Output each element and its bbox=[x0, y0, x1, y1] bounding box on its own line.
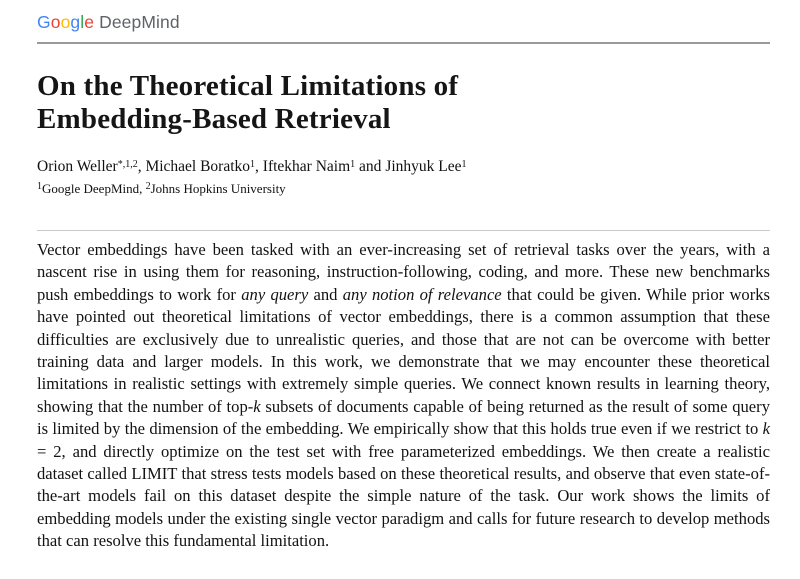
author-name: Jinhyuk Lee bbox=[385, 158, 462, 175]
abstract-text: that could be given. While prior works have pointed out theoretical limitations of vector embeddings, there is a common assumption that these difficulties are exclusively due to unrealistic queries, and those that are not can be overcome with better training data and larger models. In this work, we demonstrate that we may encounter these theoretical limitations in realistic settings with extremely simple queries. We connect known results in learning theory, showing that the number of top- bbox=[37, 284, 771, 416]
google-letter: G bbox=[37, 12, 51, 32]
abstract-paragraph bbox=[37, 239, 770, 553]
google-deepmind-logo bbox=[37, 0, 770, 34]
affiliations-line: $^1$Google DeepMind, $^2$Johns Hopkins University bbox=[37, 180, 286, 196]
google-letter: e bbox=[84, 12, 95, 32]
affiliation-name: Johns Hopkins University bbox=[150, 181, 286, 196]
title-line-1: On the Theoretical Limitations of bbox=[37, 70, 459, 102]
affiliation-name: Google DeepMind bbox=[42, 181, 140, 196]
author-superscript: 1 bbox=[350, 158, 356, 170]
google-wordmark bbox=[37, 12, 94, 33]
abstract-text: Vector embeddings have been tasked with an ever-increasing set of retrieval tasks over the years, with a nascent rise in using them for reasoning, instruction-following, coding, and more. These new benchmarks push embeddings to work for bbox=[37, 240, 770, 304]
deepmind-wordmark: DeepMind bbox=[99, 12, 180, 32]
author-name: Orion Weller bbox=[37, 158, 118, 175]
author-name: Michael Boratko bbox=[145, 158, 251, 175]
abstract-text: = 2, and directly optimize on the test set with free parameterized embeddings. We then create a realistic dataset called LIMIT that stress tests models based on these theoretical results, and observe that even state-of-the-art models fail on this dataset despite the simple nature of the task. Our work shows the limits of embedding models under the existing single vector paradigm and calls for future research to develop methods that can resolve this fundamental limitation. bbox=[37, 441, 770, 551]
google-letter: g bbox=[70, 12, 81, 32]
title-line-2: Embedding-Based Retrieval bbox=[37, 103, 391, 135]
abstract-text: and bbox=[308, 284, 343, 304]
author-name: Iftekhar Naim bbox=[262, 158, 351, 175]
paper-title bbox=[37, 70, 770, 136]
google-letter: o bbox=[60, 12, 71, 32]
authors-line: Orion Weller$^{*,1,2}$, Michael Boratko$^1$, Iftekhar Naim$^1$ and Jinhyuk Lee$^1$ bbox=[37, 158, 467, 175]
author-superscript: 1 bbox=[250, 158, 256, 170]
author-superscript: *,1,2 bbox=[117, 158, 138, 170]
abstract-italic-phrase: k bbox=[762, 419, 770, 439]
google-letter: l bbox=[80, 12, 85, 32]
header-divider bbox=[37, 42, 770, 44]
author-superscript: 1 bbox=[461, 158, 467, 170]
abstract-italic-phrase: any query bbox=[241, 284, 309, 304]
abstract-italic-phrase: any notion of relevance bbox=[342, 284, 502, 304]
affiliation-superscript: 1 bbox=[37, 180, 42, 192]
abstract-italic-phrase: k bbox=[253, 396, 261, 416]
abstract-divider bbox=[37, 230, 770, 231]
google-letter: o bbox=[50, 12, 61, 32]
abstract-text: subsets of documents capable of being returned as the result of some query is limited by the dimension of the embedding. We empirically show that this holds true even if we restrict to bbox=[37, 396, 770, 439]
affiliation-superscript: 2 bbox=[145, 180, 151, 192]
